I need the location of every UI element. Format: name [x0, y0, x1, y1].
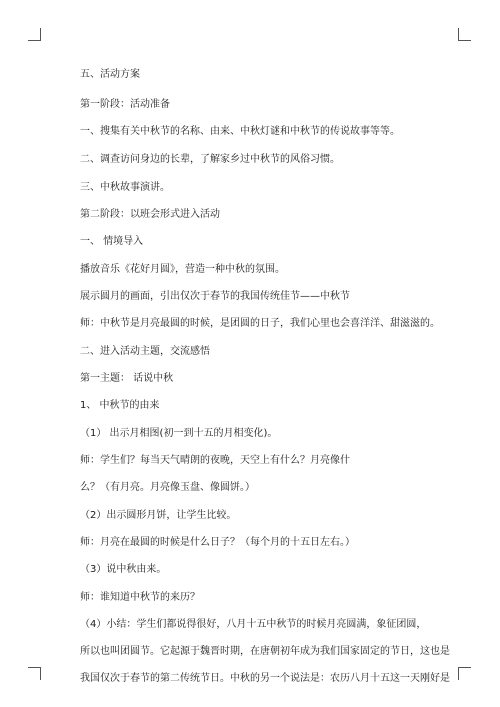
paragraph: 二、调查访问身边的长辈，了解家乡过中秋节的风俗习惯。: [80, 154, 340, 165]
paragraph: 二、进入活动主题，交流感悟: [80, 346, 210, 357]
paragraph: 播放音乐《花好月圆》，营造一种中秋的氛围。: [80, 264, 285, 275]
paragraph: 三、中秋故事演讲。: [80, 182, 170, 193]
phase-heading: 第一阶段：活动准备: [80, 99, 170, 110]
theme-heading: 第一主题： 话说中秋: [80, 373, 174, 384]
paragraph: 师：中秋节是月亮最圆的时候，是团圆的日子，我们心里也会喜洋洋、甜滋滋的。: [80, 318, 440, 329]
paragraph: 一、搜集有关中秋节的名称、由来、中秋灯谜和中秋节的传说故事等等。: [80, 126, 400, 137]
paragraph: 师：谁知道中秋节的来历？: [80, 592, 200, 603]
paragraph: 展示圆月的画面，引出仅次于春节的我国传统佳节——中秋节: [80, 291, 350, 302]
paragraph: 师：学生们？每当天气晴朗的夜晚，天空上有什么？月亮像什: [80, 455, 350, 466]
paragraph: 师：月亮在最圆的时候是什么日子？（每个月的十五日左右。）: [80, 537, 355, 548]
section-heading: 五、活动方案: [80, 69, 140, 80]
phase-heading: 第二阶段：以班会形式进入活动: [80, 209, 220, 220]
paragraph: （4）小结：学生们都说得很好，八月十五中秋节的时候月亮圆满，象征团圆，: [80, 619, 427, 630]
crop-mark-top-left: [28, 28, 41, 41]
paragraph: 所以也叫团圆节。它起源于魏晋时期，在唐朝初年成为我们国家固定的节日，这也是: [80, 646, 450, 657]
crop-mark-bottom-left: [28, 667, 41, 680]
crop-mark-bottom-right: [458, 667, 471, 680]
paragraph: 么？（有月亮。月亮像玉盘、像圆饼。）: [80, 482, 255, 493]
paragraph: （3）说中秋由来。: [80, 564, 167, 575]
paragraph: 一、 情境导入: [80, 236, 144, 247]
paragraph: （2）出示圆形月饼，让学生比较。: [80, 510, 237, 521]
paragraph: 1、 中秋节的由来: [80, 400, 160, 411]
paragraph: 我国仅次于春节的第二传统节日。中秋的另一个说法是：农历八月十五这一天刚好是: [80, 673, 450, 684]
crop-mark-top-right: [458, 28, 471, 41]
paragraph: （1） 出示月相图(初一到十五的月相变化)。: [80, 428, 278, 439]
